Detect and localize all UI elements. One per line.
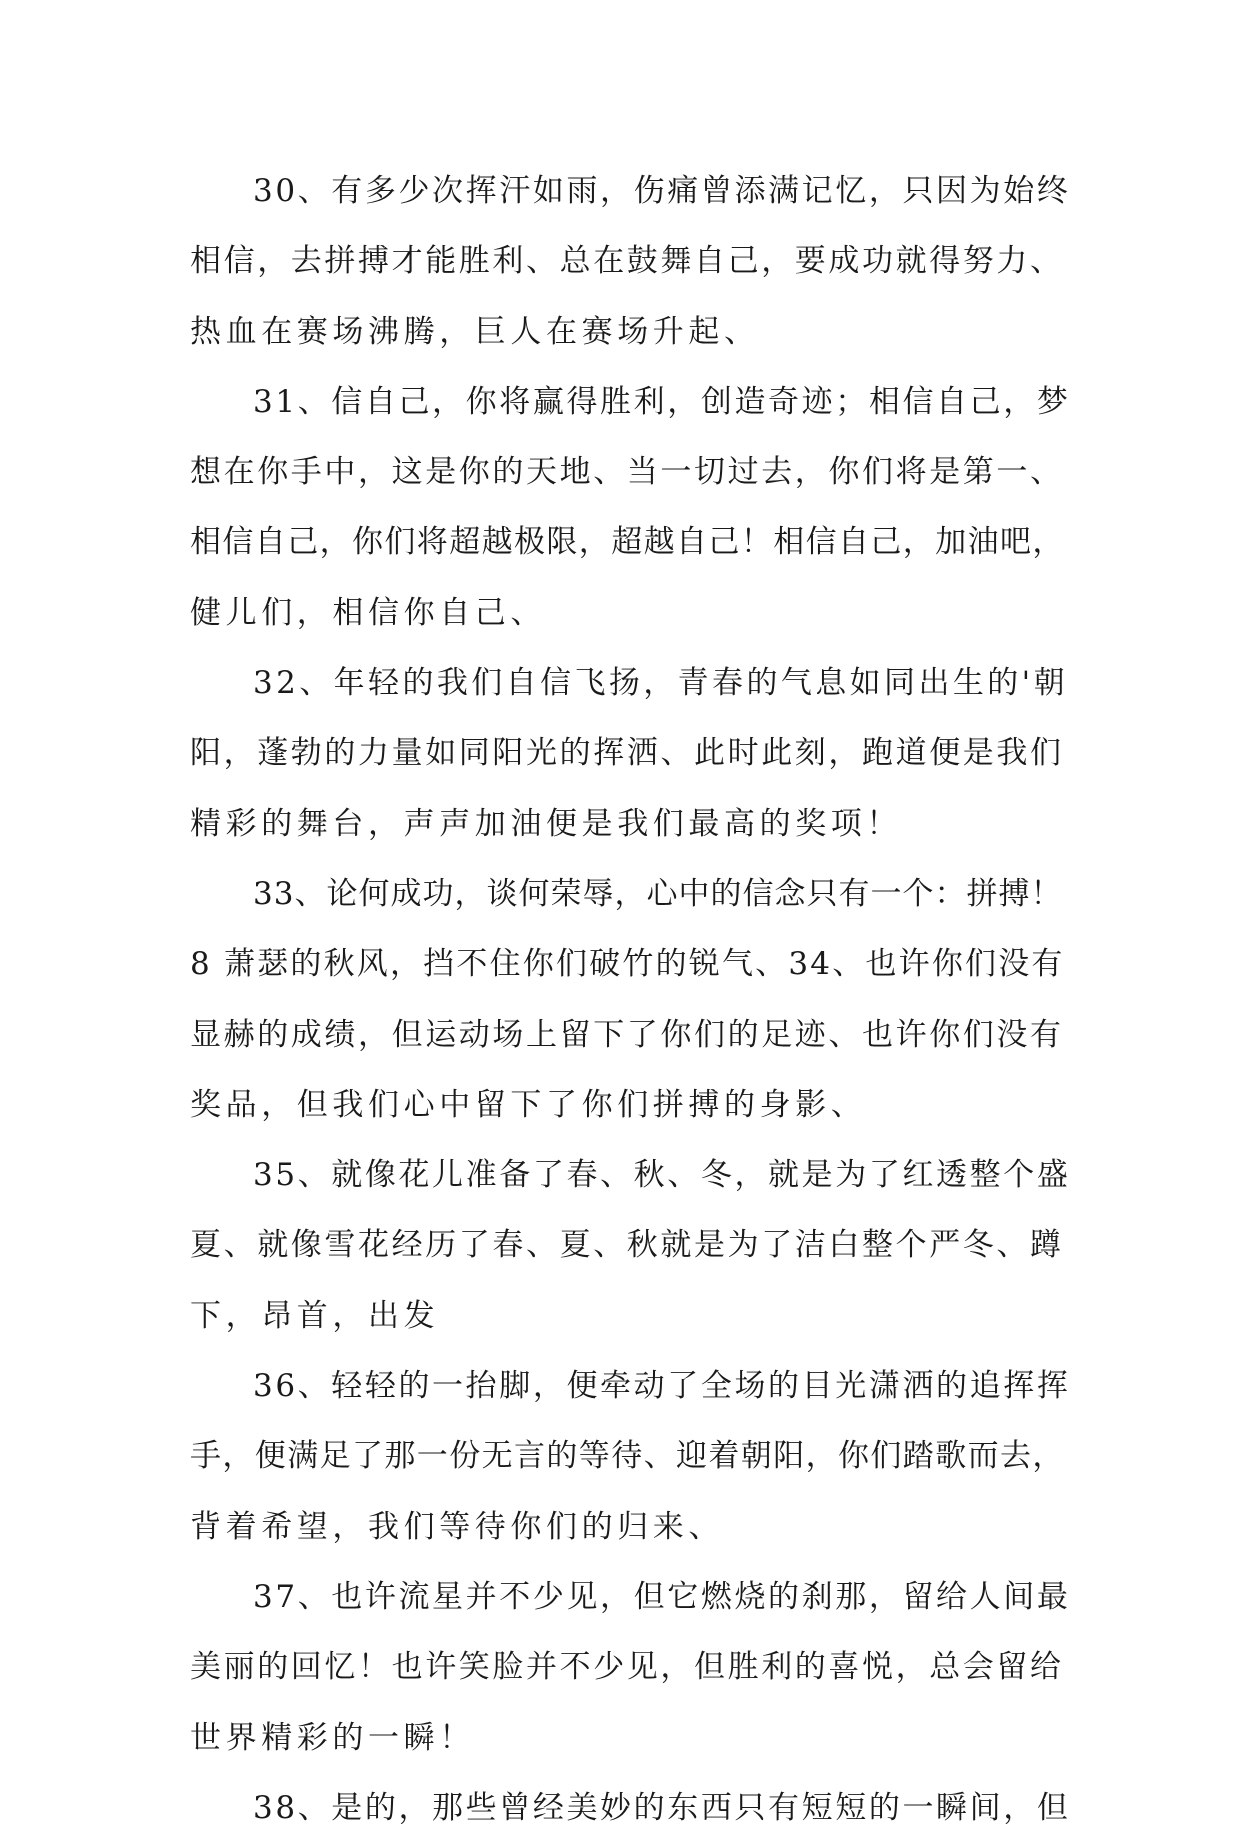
paragraph-line: 奖品，但我们心中留下了你们拼搏的身影、 <box>190 1086 867 1123</box>
paragraph-line: 手，便满足了那一份无言的等待、迎着朝阳，你们踏歌而去， <box>190 1438 1065 1475</box>
paragraph-line: 阳，蓬勃的力量如同阳光的挥洒、此时此刻，跑道便是我们 <box>190 735 1064 772</box>
paragraph-line: 精彩的舞台，声声加油便是我们最高的奖项！ <box>190 805 902 842</box>
paragraph-first-line: 38、是的，那些曾经美妙的东西只有短短的一瞬间，但 <box>253 1789 1071 1826</box>
paragraph-first-line: 31、信自己，你将赢得胜利，创造奇迹；相信自己，梦 <box>253 383 1071 420</box>
paragraph-line: 8 萧瑟的秋风，挡不住你们破竹的锐气、34、也许你们没有 <box>190 946 1065 983</box>
paragraph-line: 相信自己，你们将超越极限，超越自己！相信自己，加油吧， <box>190 524 1065 561</box>
paragraph-line: 美丽的回忆！也许笑脸并不少见，但胜利的喜悦，总会留给 <box>190 1649 1064 1686</box>
paragraph-line: 相信，去拼搏才能胜利、总在鼓舞自己，要成功就得努力、 <box>190 243 1064 280</box>
paragraph-line: 健儿们，相信你自己、 <box>190 594 546 631</box>
paragraph-first-line: 32、年轻的我们自信飞扬，青春的气息如同出生的'朝 <box>253 665 1068 702</box>
paragraph-first-line: 36、轻轻的一抬脚，便牵动了全场的目光潇洒的追挥挥 <box>253 1368 1071 1405</box>
paragraph-line: 热血在赛场沸腾，巨人在赛场升起、 <box>190 313 760 350</box>
paragraph-line: 背着希望，我们等待你们的归来、 <box>190 1508 724 1545</box>
paragraph-line: 想在你手中，这是你的天地、当一切过去，你们将是第一、 <box>190 454 1064 491</box>
paragraph-first-line: 35、就像花儿准备了春、秋、冬，就是为了红透整个盛 <box>253 1157 1071 1194</box>
paragraph-line: 夏、就像雪花经历了春、夏、秋就是为了洁白整个严冬、蹲 <box>190 1227 1064 1264</box>
document-body <box>190 156 1070 1843</box>
paragraph-line: 下，昂首，出发 <box>190 1297 440 1334</box>
paragraph-first-line: 37、也许流星并不少见，但它燃烧的刹那，留给人间最 <box>253 1578 1071 1615</box>
paragraph-line: 世界精彩的一瞬！ <box>190 1719 475 1756</box>
paragraph-line: 显赫的成绩，但运动场上留下了你们的足迹、也许你们没有 <box>190 1016 1064 1053</box>
paragraph-first-line: 33、论何成功，谈何荣辱，心中的信念只有一个：拼搏！ <box>253 875 1063 912</box>
paragraph-first-line: 30、有多少次挥汗如雨，伤痛曾添满记忆，只因为始终 <box>253 173 1071 209</box>
